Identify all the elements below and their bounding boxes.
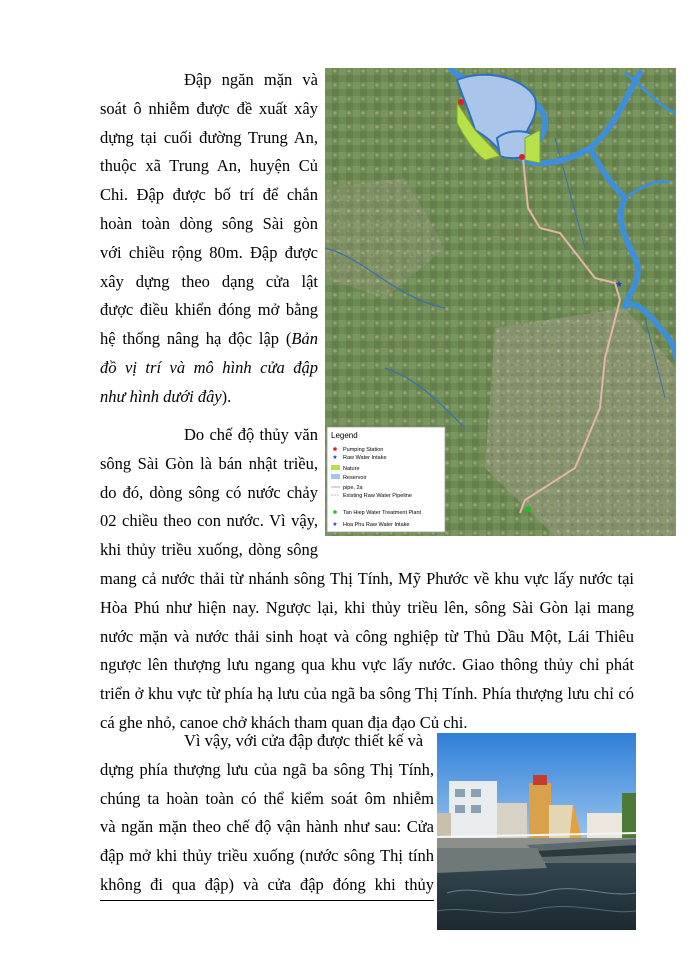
legend-pump-symbol [333,447,337,451]
legend-item: pipe, 2a [343,485,363,491]
location-map [325,68,676,536]
building [497,803,527,843]
legend-item: Raw Water Intake [343,455,387,461]
paragraph-2-line: ngược lên thượng lưu ngang qua khu vực lấy nước. Giao thông thủy chỉ phát [100,655,634,675]
legend-item: Existing Raw Water Pipeline [343,493,412,499]
canal-water [437,863,636,930]
paragraph-1-line [100,325,318,354]
legend-item: Tan Hiep Water Treatment Plant [343,510,422,516]
paragraph-2-line: sông Sài Gòn là bán nhật triều, [100,453,318,473]
paragraph-2-line: Do chế độ thủy văn [184,425,318,444]
paragraph-3-line: và ngăn mặn theo chế độ vận hành như sau: Cửa [100,817,434,837]
paragraph-2-line: triển ở khu vực từ phía hạ lưu của ngã ba sông Thị Tính. Phía thượng lưu chỉ có [100,684,634,704]
paragraph-3-line: dựng phía thượng lưu của ngã ba sông Thị Tính, [100,759,434,779]
building [471,789,481,797]
paragraph-1-line: dựng tại cuối đường Trung An, [100,127,318,147]
legend-title: Legend [331,431,358,440]
legend-star-symbol: ★ [332,455,338,461]
paragraph-2-line: khi thủy triều xuống, dòng sông [100,540,318,560]
legend-star-symbol: ★ [332,522,338,528]
paragraph-1-line: được điều khiển đóng mở bằng [100,300,318,320]
paragraph-3-line: Vì vậy, với cửa đập được thiết kế và [184,731,424,750]
raw-water-intake-marker: ★ [614,279,624,289]
paragraph-1-text: hệ thống nâng hạ độc lập ( [100,329,292,349]
pumping-station-marker [458,99,464,105]
paragraph-1-line: thuộc xã Trung An, huyện Củ [100,156,318,176]
paragraph-2-line: 02 chiều theo con nước. Vì vậy, [100,511,318,531]
paragraph-2-wide [100,565,634,738]
legend-item: Hoa Phu Raw Water Intake [343,522,410,528]
figure-reference-text: Bản [291,329,318,349]
map-legend [327,427,445,532]
paragraph-1-line: Đập ngăn mặn và [184,70,318,89]
paragraph-1-line: Chi. Đập được bố trí để chắn [100,185,318,205]
paragraph-1-line: với chiều rộng 80m. Đập được [100,242,318,262]
paragraph-1-line: xây dựng theo dạng cửa lật [100,271,318,291]
legend-nature-symbol [331,465,340,470]
figure-reference-text: như hình dưới đây [100,386,222,406]
gate-structure [549,805,573,843]
paragraph-2-line: nước mặn và nước thải sinh hoạt và công nghiệp từ Thủ Dầu Một, Lái Thiêu [100,626,634,646]
paragraph-1-line: soát ô nhiễm được đề xuất xây [100,98,318,118]
legend-plant-symbol [333,510,337,514]
gate-tower [533,775,547,785]
paragraph-2-line: cá ghe nhỏ, canoe chở khách tham quan địa đạo Củ chi. [100,712,468,732]
paragraph-2-narrow [100,421,318,565]
legend-reservoir-symbol [331,474,340,479]
tree [622,793,636,843]
legend-item: Nature [343,466,360,472]
paragraph-2-line: Hòa Phú như hiện nay. Ngược lại, khi thủy triều lên, sông Sài Gòn lại mang [100,597,634,617]
legend-item: Reservoir [343,475,367,481]
paragraph-3-line: đập mở khi thủy triều xuống (nước sông Thị tính [100,846,434,866]
paragraph-1 [100,66,318,412]
water-treatment-plant-marker [525,506,531,512]
pumping-station-marker [519,154,525,160]
footnote-separator [100,900,434,901]
paragraph-3 [100,727,434,900]
paragraph-1-line [100,383,318,412]
legend-item: Pumping Station [343,447,384,453]
paragraph-3-line: chúng ta hoàn toàn có thể kiểm soát ôm nhiễm [100,788,434,808]
building [471,805,481,813]
paragraph-2-line: do đó, dòng sông có nước chảy [100,482,318,502]
paragraph-2-line: mang cả nước thải từ nhánh sông Thị Tính, Mỹ Phước về khu vực lấy nước tại [100,569,634,588]
figure-reference-text: đồ vị trí và mô hình cửa đập [100,357,318,377]
building [455,789,465,797]
building [455,805,465,813]
paragraph-1-line [100,354,318,383]
paragraph-3-line: không đi qua đập) và cửa đập đóng khi thủy [100,874,434,894]
paragraph-1-line: hoàn toàn dòng sông Sài gòn [100,213,318,233]
site-photo [437,733,636,930]
paragraph-1-text: ). [221,386,232,406]
